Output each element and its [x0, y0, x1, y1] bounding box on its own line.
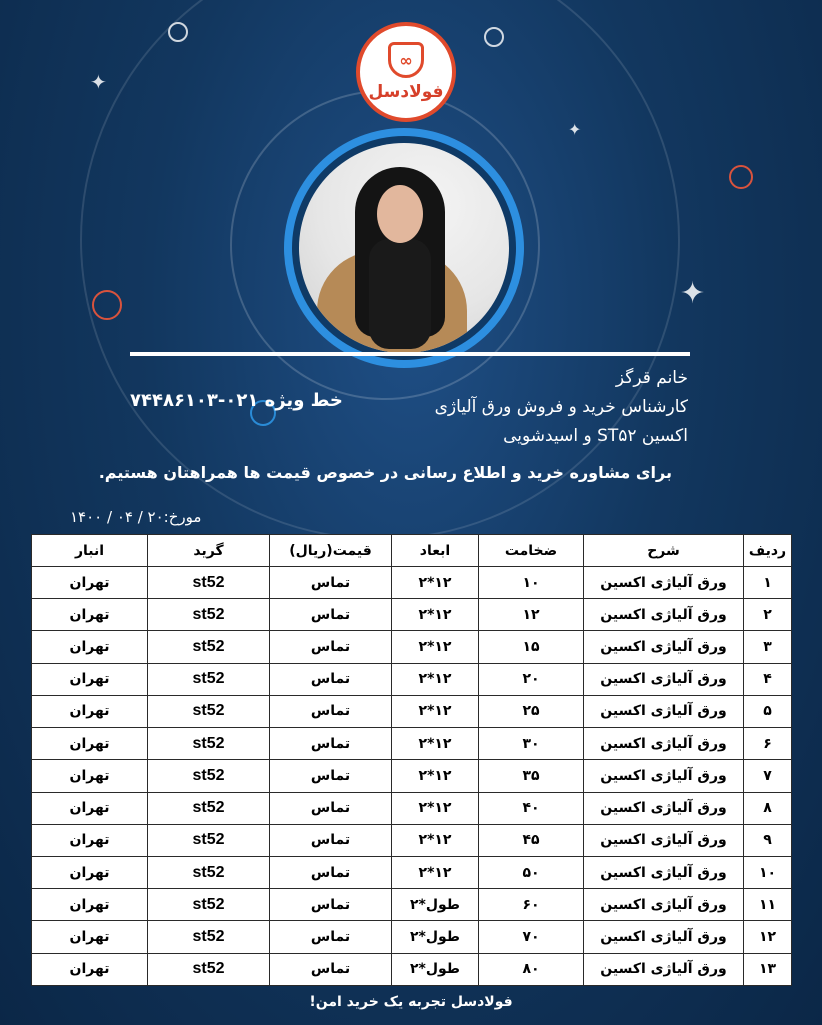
circle-decoration	[168, 22, 188, 42]
table-row	[32, 792, 792, 824]
thickness-cell: ۲۵	[479, 695, 584, 727]
grade-cell: st52	[148, 921, 270, 953]
price-cell: تماس	[270, 792, 392, 824]
price-cell: تماس	[270, 663, 392, 695]
description-cell: ورق آلیاژی اکسین	[584, 695, 744, 727]
grade-cell: st52	[148, 567, 270, 599]
grade-cell: st52	[148, 953, 270, 985]
circle-decoration	[729, 165, 753, 189]
header-cell: انبار	[32, 535, 148, 567]
price-cell: تماس	[270, 856, 392, 888]
dimensions-cell: ۱۲*۲	[392, 856, 479, 888]
dimensions-cell: ۱۲*۲	[392, 792, 479, 824]
price-date: مورخ:۲۰ / ۰۴ / ۱۴۰۰	[70, 508, 202, 526]
avatar-scarf	[369, 239, 431, 349]
brand-logo	[356, 22, 456, 122]
description-cell: ورق آلیاژی اکسین	[584, 824, 744, 856]
grade-cell: st52	[148, 695, 270, 727]
row-number-cell: ۶	[744, 728, 792, 760]
row-number-cell: ۵	[744, 695, 792, 727]
grade-cell: st52	[148, 631, 270, 663]
description-cell: ورق آلیاژی اکسین	[584, 728, 744, 760]
brand-name: فولادسل	[368, 82, 444, 102]
table-row	[32, 824, 792, 856]
grade-cell: st52	[148, 856, 270, 888]
thickness-cell: ۲۰	[479, 663, 584, 695]
row-number-cell: ۳	[744, 631, 792, 663]
thickness-cell: ۷۰	[479, 921, 584, 953]
grade-cell: st52	[148, 792, 270, 824]
row-number-cell: ۱۱	[744, 889, 792, 921]
circle-decoration	[484, 27, 504, 47]
table-header-row	[32, 535, 792, 567]
description-cell: ورق آلیاژی اکسین	[584, 792, 744, 824]
warehouse-cell: تهران	[32, 921, 148, 953]
warehouse-cell: تهران	[32, 599, 148, 631]
description-cell: ورق آلیاژی اکسین	[584, 889, 744, 921]
warehouse-cell: تهران	[32, 663, 148, 695]
description-cell: ورق آلیاژی اکسین	[584, 953, 744, 985]
table-row	[32, 953, 792, 985]
dimensions-cell: ۱۲*۲	[392, 824, 479, 856]
warehouse-cell: تهران	[32, 792, 148, 824]
row-number-cell: ۱۲	[744, 921, 792, 953]
description-cell: ورق آلیاژی اکسین	[584, 760, 744, 792]
dimensions-cell: ۱۲*۲	[392, 631, 479, 663]
divider	[130, 352, 690, 356]
thickness-cell: ۵۰	[479, 856, 584, 888]
thickness-cell: ۱۵	[479, 631, 584, 663]
footer-slogan: فولادسل تجربه یک خرید امن!	[309, 994, 513, 1010]
warehouse-cell: تهران	[32, 856, 148, 888]
header-cell: شرح	[584, 535, 744, 567]
thickness-cell: ۸۰	[479, 953, 584, 985]
price-cell: تماس	[270, 824, 392, 856]
hotline-phone[interactable]: خط ویژه ۰۲۱-۷۴۴۸۶۱۰۳	[130, 390, 343, 411]
dimensions-cell: طول*۲	[392, 921, 479, 953]
row-number-cell: ۹	[744, 824, 792, 856]
contact-role-line2: اکسین ST۵۲ و اسیدشویی	[503, 426, 688, 446]
description-cell: ورق آلیاژی اکسین	[584, 567, 744, 599]
shield-icon: ∞	[388, 42, 424, 78]
warehouse-cell: تهران	[32, 889, 148, 921]
header-cell: قیمت(ریال)	[270, 535, 392, 567]
tagline: برای مشاوره خرید و اطلاع رسانی در خصوص قیمت ها همراهتان هستیم.	[98, 463, 672, 482]
dimensions-cell: ۱۲*۲	[392, 728, 479, 760]
avatar	[299, 143, 509, 353]
thickness-cell: ۱۲	[479, 599, 584, 631]
description-cell: ورق آلیاژی اکسین	[584, 921, 744, 953]
thickness-cell: ۱۰	[479, 567, 584, 599]
warehouse-cell: تهران	[32, 567, 148, 599]
price-cell: تماس	[270, 567, 392, 599]
header-cell: گرید	[148, 535, 270, 567]
table-row	[32, 567, 792, 599]
dimensions-cell: ۱۲*۲	[392, 599, 479, 631]
avatar-frame	[284, 128, 524, 368]
price-cell: تماس	[270, 599, 392, 631]
sparkle-icon: ✦	[90, 70, 107, 94]
sparkle-icon: ✦	[568, 120, 582, 139]
price-cell: تماس	[270, 889, 392, 921]
price-cell: تماس	[270, 921, 392, 953]
thickness-cell: ۶۰	[479, 889, 584, 921]
row-number-cell: ۴	[744, 663, 792, 695]
thickness-cell: ۴۰	[479, 792, 584, 824]
price-cell: تماس	[270, 760, 392, 792]
warehouse-cell: تهران	[32, 953, 148, 985]
table-row	[32, 663, 792, 695]
contact-role-line1: کارشناس خرید و فروش ورق آلیاژی	[434, 397, 688, 417]
description-cell: ورق آلیاژی اکسین	[584, 599, 744, 631]
row-number-cell: ۷	[744, 760, 792, 792]
grade-cell: st52	[148, 728, 270, 760]
grade-cell: st52	[148, 889, 270, 921]
grade-cell: st52	[148, 663, 270, 695]
price-cell: تماس	[270, 728, 392, 760]
row-number-cell: ۸	[744, 792, 792, 824]
dimensions-cell: ۱۲*۲	[392, 567, 479, 599]
contact-name: خانم قرگز	[615, 368, 688, 388]
grade-cell: st52	[148, 599, 270, 631]
price-table-container	[31, 534, 791, 986]
grade-cell: st52	[148, 760, 270, 792]
warehouse-cell: تهران	[32, 728, 148, 760]
warehouse-cell: تهران	[32, 760, 148, 792]
row-number-cell: ۱	[744, 567, 792, 599]
avatar-face	[377, 185, 423, 243]
price-cell: تماس	[270, 953, 392, 985]
price-cell: تماس	[270, 695, 392, 727]
table-row	[32, 599, 792, 631]
table-row	[32, 631, 792, 663]
dimensions-cell: ۱۲*۲	[392, 663, 479, 695]
header-cell: ردیف	[744, 535, 792, 567]
table-row	[32, 760, 792, 792]
circle-decoration	[92, 290, 122, 320]
sparkle-icon: ✦	[680, 276, 706, 311]
warehouse-cell: تهران	[32, 631, 148, 663]
table-row	[32, 728, 792, 760]
thickness-cell: ۴۵	[479, 824, 584, 856]
header-cell: ابعاد	[392, 535, 479, 567]
thickness-cell: ۳۵	[479, 760, 584, 792]
description-cell: ورق آلیاژی اکسین	[584, 856, 744, 888]
row-number-cell: ۲	[744, 599, 792, 631]
table-row	[32, 921, 792, 953]
dimensions-cell: طول*۲	[392, 953, 479, 985]
table-row	[32, 889, 792, 921]
thickness-cell: ۳۰	[479, 728, 584, 760]
price-cell: تماس	[270, 631, 392, 663]
grade-cell: st52	[148, 824, 270, 856]
table-row	[32, 695, 792, 727]
warehouse-cell: تهران	[32, 824, 148, 856]
warehouse-cell: تهران	[32, 695, 148, 727]
description-cell: ورق آلیاژی اکسین	[584, 663, 744, 695]
price-table	[31, 534, 792, 986]
dimensions-cell: ۱۲*۲	[392, 695, 479, 727]
row-number-cell: ۱۰	[744, 856, 792, 888]
dimensions-cell: ۱۲*۲	[392, 760, 479, 792]
dimensions-cell: طول*۲	[392, 889, 479, 921]
table-row	[32, 856, 792, 888]
header-cell: ضخامت	[479, 535, 584, 567]
description-cell: ورق آلیاژی اکسین	[584, 631, 744, 663]
row-number-cell: ۱۳	[744, 953, 792, 985]
